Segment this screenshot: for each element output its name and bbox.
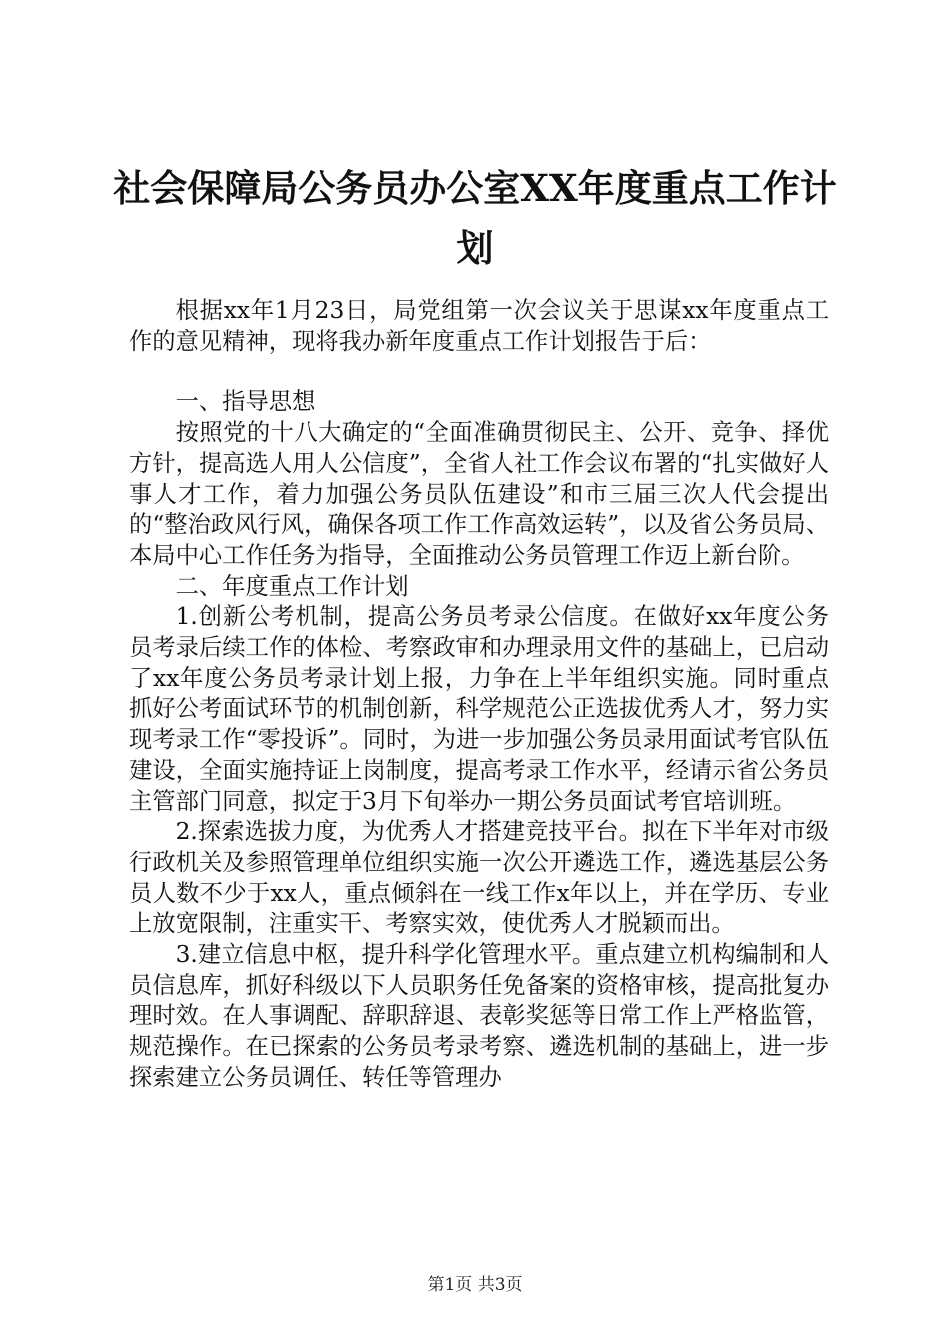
paragraph-item-1: 1.创新公考机制，提高公务员考录公信度。在做好xx年度公务员考录后续工作的体检、考察政审和办理录用文件的基础上，已启动了xx年度公务员考录计划上报，力争在上半年组织实施。同时重点抓好公考面试环节的机制创新，科学规范公正选拔优秀人才，努力实现考录工作“零投诉”。同时，为进一步加强公务员录用面试考官队伍建设，全面实施持证上岗制度，提高考录工作水平，经请示省公务员主管部门同意，拟定于3月下旬举办一期公务员面试考官培训班。 (129, 603, 829, 815)
section-heading-work-plan: 二、年度重点工作计划 (175, 572, 409, 600)
document-title: 社会保障局公务员办公室XX年度重点工作计划 (113, 166, 837, 270)
intro-paragraph: 根据xx年1月23日，局党组第一次会议关于思谋xx年度重点工作的意见精神，现将我办新年度重点工作计划报告于后： (129, 297, 829, 355)
paragraph-item-3: 3.建立信息中枢，提升科学化管理水平。重点建立机构编制和人员信息库，抓好科级以下人员职务任免备案的资格审核，提高批复办理时效。在人事调配、辞职辞退、表彰奖惩等日常工作上严格监管，规范操作。在已探索的公务员考录考察、遴选机制的基础上，进一步探索建立公务员调任、转任等管理办 (129, 941, 829, 1091)
page-footer: 第1页 共3页 (427, 1275, 523, 1295)
document-body (129, 296, 829, 1094)
section-heading-guiding-thought: 一、指导思想 (175, 388, 316, 416)
paragraph-guiding-thought: 按照党的十八大确定的“全面准确贯彻民主、公开、竞争、择优方针，提高选人用人公信度”，全省人社工作会议布署的“扎实做好人事人才工作，着力加强公务员队伍建设”和市三届三次人代会提出的“整治政风行风，确保各项工作工作高效运转”，以及省公务员局、本局中心工作任务为指导，全面推动公务员管理工作迈上新台阶。 (129, 419, 829, 569)
paragraph-item-2: 2.探索选拔力度，为优秀人才搭建竞技平台。拟在下半年对市级行政机关及参照管理单位组织实施一次公开遴选工作，遴选基层公务员人数不少于xx人，重点倾斜在一线工作x年以上，并在学历、专业上放宽限制，注重实干、考察实效，使优秀人才脱颖而出。 (129, 818, 829, 938)
